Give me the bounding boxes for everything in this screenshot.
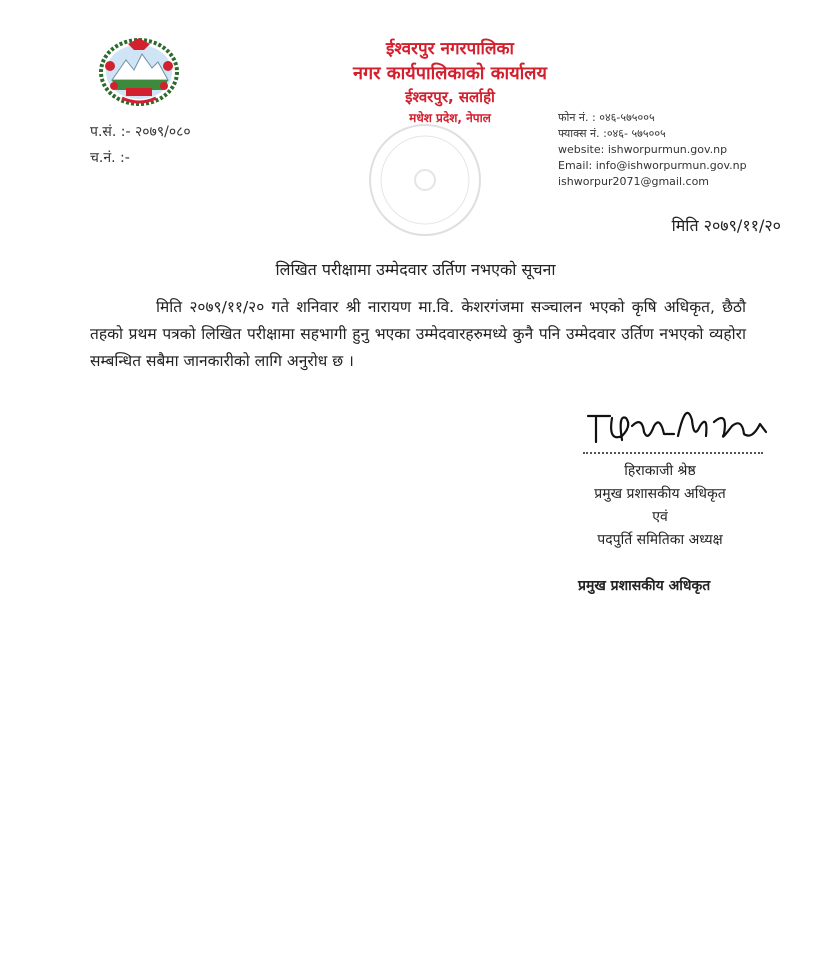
nepal-government-emblem-icon xyxy=(98,36,180,106)
signatory-title: प्रमुख प्रशासकीय अधिकृत xyxy=(594,486,726,502)
municipality-name: ईश्वरपुर नगरपालिका xyxy=(386,39,514,59)
signatory-name: हिराकाजी श्रेष्ठ xyxy=(624,463,696,479)
signatory-conjunction: एवं xyxy=(652,509,668,525)
patra-sankhya: प.सं. :- २०७९/०८० xyxy=(90,124,191,140)
email-link[interactable]: Email: info@ishworpurmun.gov.np xyxy=(558,159,747,172)
fax-number: फ्याक्स नं. :०४६- ५७५००५ xyxy=(558,127,666,140)
notice-body xyxy=(90,294,746,375)
office-name: नगर कार्यपालिकाको कार्यालय xyxy=(353,63,547,84)
province-name: मधेश प्रदेश, नेपाल xyxy=(409,111,491,125)
designation-stamp: प्रमुख प्रशासकीय अधिकृत xyxy=(578,578,711,594)
office-address: ईश्वरपुर, सर्लाही xyxy=(405,88,495,106)
handwritten-signature-icon xyxy=(582,396,772,456)
contact-block xyxy=(558,110,747,190)
website-link[interactable]: website: ishworpurmun.gov.np xyxy=(558,143,728,156)
notice-title: लिखित परीक्षामा उम्मेदवार उर्तिण नभएको सूचना xyxy=(275,260,556,279)
gmail-link[interactable]: ishworpur2071@gmail.com xyxy=(558,175,710,188)
phone-number: फोन नं. : ०४६-५७५००५ xyxy=(558,111,655,124)
notice-paragraph: मिति २०७९/११/२० गते शनिवार श्री नारायण मा.वि. केशरगंजमा सञ्चालन भएको कृषि अधिकृत, छैठौ तहको प्रथम पत्रको लिखित परीक्षामा सहभागी हुनु भएका उम्मेदवारहरुमध्ये कुनै पनि उम्मेदवार उर्तिण नभएको व्यहोरा सम्बन्धित सबैमा जानकारीको लागि अनुरोध छ । xyxy=(90,298,746,370)
letter-date: मिति २०७९/११/२० xyxy=(671,216,781,235)
signatory-committee: पदपुर्ति समितिका अध्यक्ष xyxy=(597,532,723,548)
office-seal-watermark-icon xyxy=(345,118,505,243)
chalani-number: च.नं. :- xyxy=(90,150,130,166)
signature-line xyxy=(583,452,763,454)
